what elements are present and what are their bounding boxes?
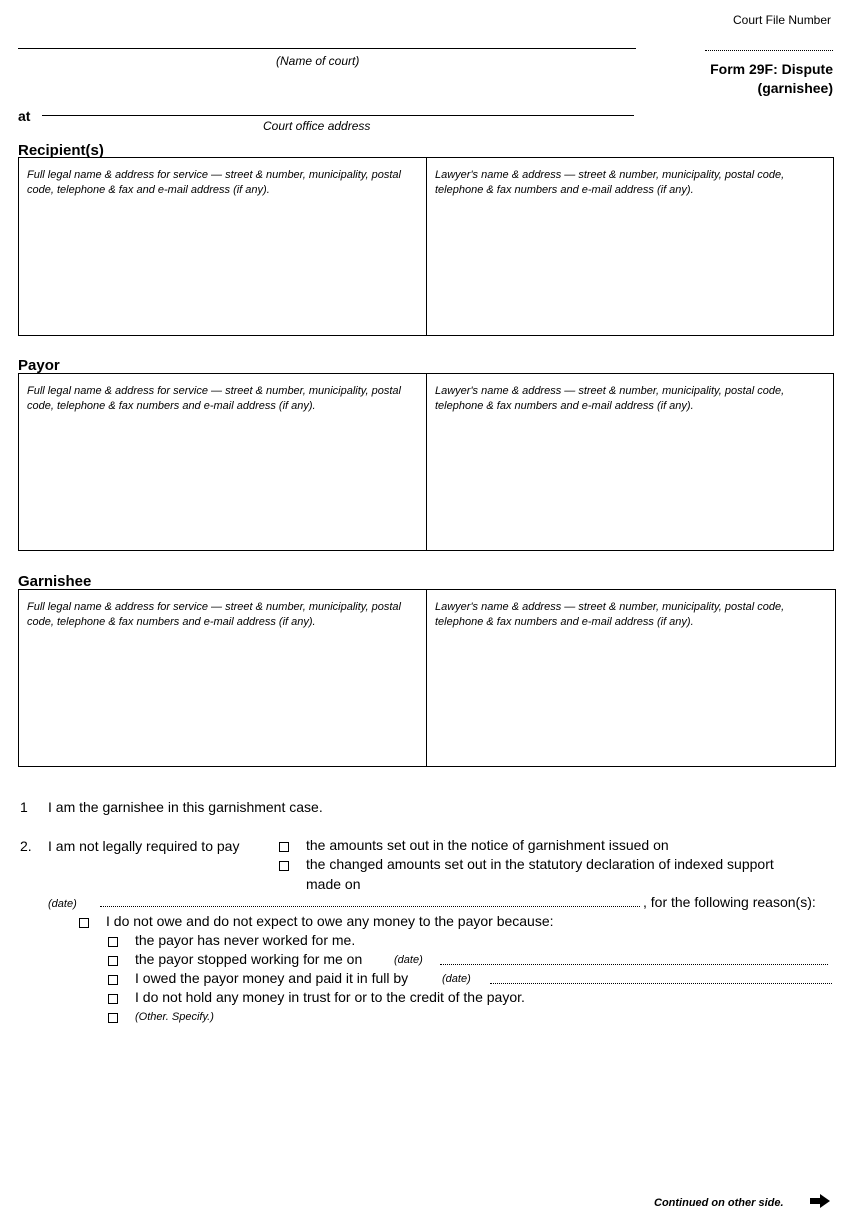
recipient-box [18, 157, 834, 336]
option2-checkbox[interactable] [279, 861, 289, 871]
form-title [710, 60, 833, 98]
paid-date-label: (date) [442, 973, 471, 985]
para1-text: I am the garnishee in this garnishment case. [48, 799, 323, 815]
date-field[interactable] [100, 906, 640, 907]
recipient-party-field[interactable] [19, 158, 427, 335]
stopped-working-text: the payor stopped working for me on [135, 951, 363, 967]
date-label: (date) [48, 898, 77, 910]
garnishee-party-field[interactable] [19, 590, 427, 766]
recipient-lawyer-field[interactable] [427, 158, 833, 335]
court-office-address-field[interactable] [42, 115, 634, 116]
continued-text: Continued on other side. [654, 1197, 784, 1209]
recipient-lawyer-hint: Lawyer's name & address — street & number, municipality, postal code, telephone & fax numbers and e-mail address (if any). [435, 169, 785, 196]
payor-party-hint: Full legal name & address for service — street & number, municipality, postal code, telephone & fax numbers and e-mail address (if any). [27, 385, 401, 412]
para1-number: 1 [20, 799, 28, 815]
garnishee-box [18, 589, 836, 767]
stopped-date-field[interactable] [440, 964, 828, 965]
option1-checkbox[interactable] [279, 842, 289, 852]
payor-lawyer-hint: Lawyer's name & address — street & number, municipality, postal code, telephone & fax numbers and e-mail address (if any). [435, 385, 785, 412]
option1-text: the amounts set out in the notice of garnishment issued on [306, 837, 669, 853]
reasons-label: , for the following reason(s): [643, 894, 816, 910]
stopped-date-label: (date) [394, 954, 423, 966]
recipient-party-hint: Full legal name & address for service — street & number, municipality, postal code, telephone & fax and e-mail address (if any). [27, 169, 401, 196]
recipient-section-title: Recipient(s) [18, 142, 104, 159]
para2-intro: I am not legally required to pay [48, 838, 240, 854]
owe-option-checkbox[interactable] [79, 918, 89, 928]
para2-number: 2. [20, 838, 32, 854]
owe-option-text: I do not owe and do not expect to owe any money to the payor because: [106, 913, 554, 929]
payor-box [18, 373, 834, 551]
never-worked-text: the payor has never worked for me. [135, 932, 356, 948]
garnishee-section-title: Garnishee [18, 573, 92, 590]
other-text: (Other. Specify.) [135, 1011, 214, 1023]
name-of-court-field[interactable] [18, 48, 636, 49]
form-title-line2: (garnishee) [757, 80, 833, 96]
payor-party-field[interactable] [19, 374, 427, 550]
at-label: at [18, 108, 31, 124]
form-title-line1: Form 29F: Dispute [710, 61, 833, 77]
no-trust-text: I do not hold any money in trust for or to the credit of the payor. [135, 989, 525, 1005]
payor-lawyer-field[interactable] [427, 374, 833, 550]
paid-in-full-text: I owed the payor money and paid it in full by [135, 970, 409, 986]
paid-in-full-checkbox[interactable] [108, 975, 118, 985]
garnishee-party-hint: Full legal name & address for service — street & number, municipality, postal code, telephone & fax numbers and e-mail address (if any). [27, 601, 401, 628]
payor-section-title: Payor [18, 357, 60, 374]
court-file-number-label: Court File Number [733, 13, 832, 27]
garnishee-lawyer-hint: Lawyer's name & address — street & number, municipality, postal code, telephone & fax numbers and e-mail address (if any). [435, 601, 785, 628]
paid-date-field[interactable] [490, 983, 832, 984]
court-office-address-label: Court office address [263, 119, 371, 133]
court-file-number-field[interactable] [705, 50, 833, 51]
other-checkbox[interactable] [108, 1013, 118, 1023]
never-worked-checkbox[interactable] [108, 937, 118, 947]
option2-text-line2: made on [306, 876, 361, 892]
no-trust-checkbox[interactable] [108, 994, 118, 1004]
garnishee-lawyer-field[interactable] [427, 590, 835, 766]
name-of-court-label: (Name of court) [276, 54, 360, 68]
right-arrow-icon [810, 1194, 830, 1208]
stopped-working-checkbox[interactable] [108, 956, 118, 966]
option2-text-line1: the changed amounts set out in the statutory declaration of indexed support [306, 856, 774, 872]
